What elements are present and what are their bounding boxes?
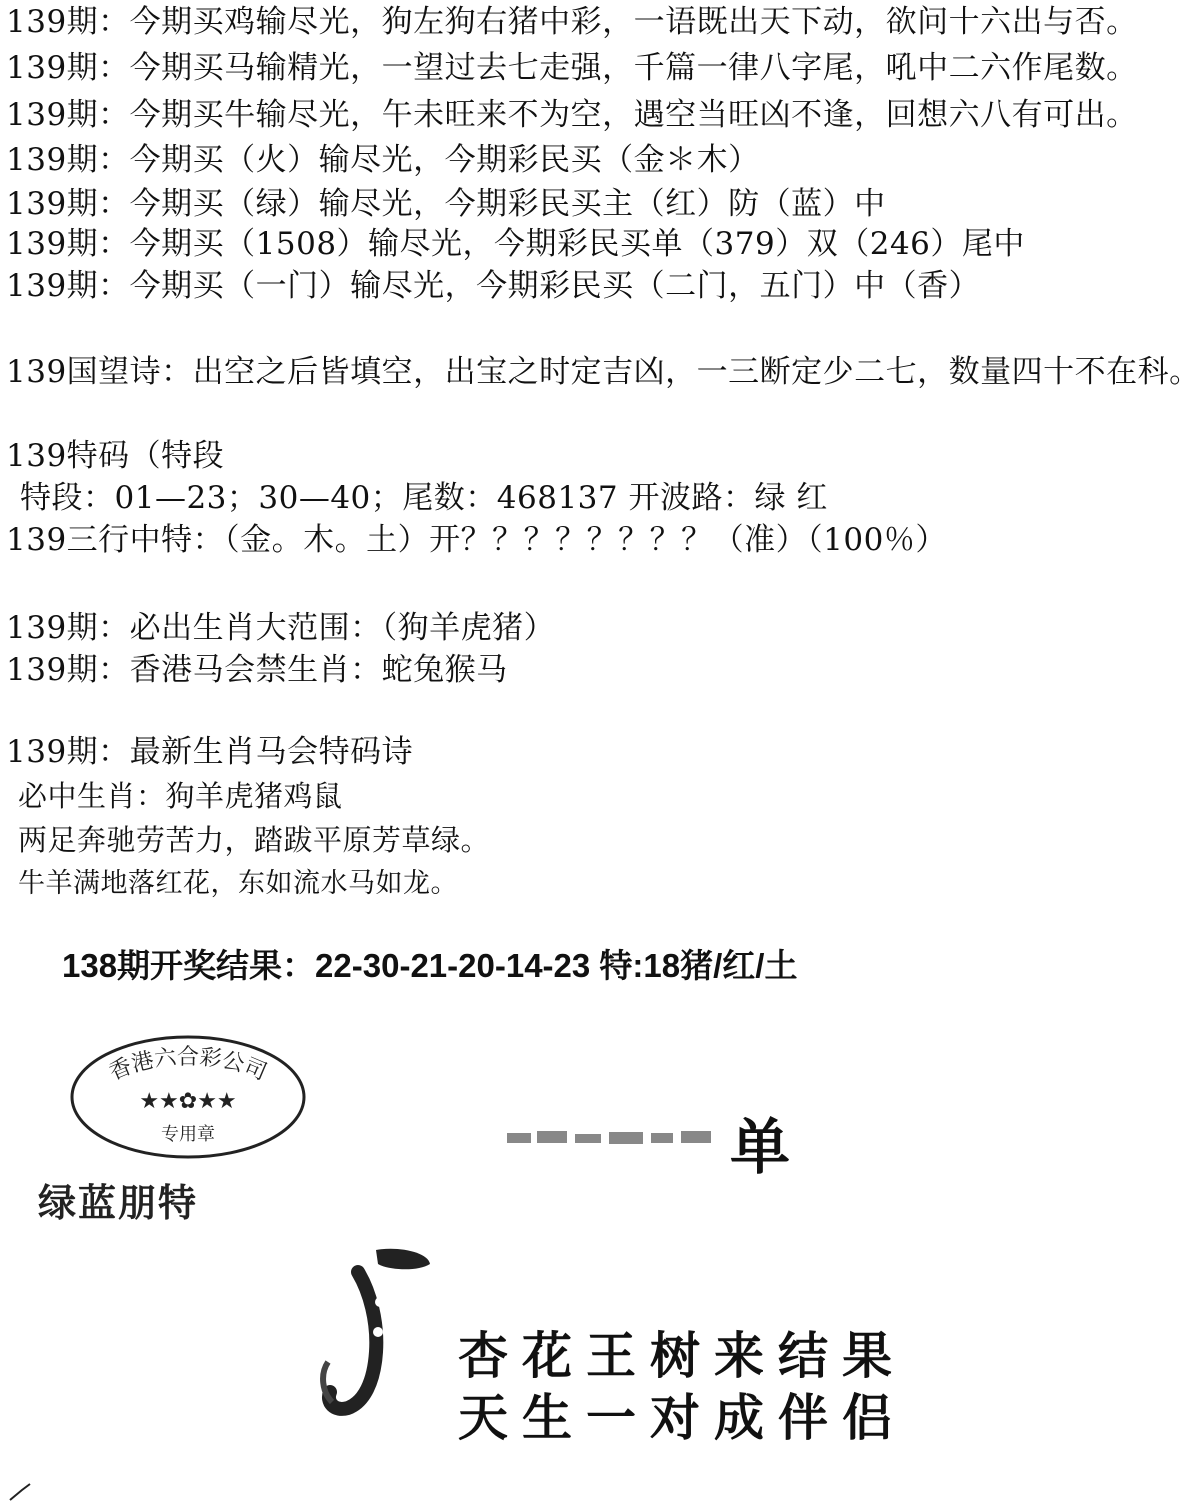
text-line-3: 139期：今期买牛输尽光，午未旺来不为空，遇空当旺凶不逢，回想六八有可出。 xyxy=(6,97,1138,133)
corner-mark xyxy=(8,1478,48,1502)
signature-smudge xyxy=(505,1125,725,1151)
stamp-label: 绿蓝朋特 xyxy=(38,1181,199,1225)
poem-verse-1: 两足奔驰劳苦力，踏跋平原芳草绿。 xyxy=(18,823,491,857)
poem-line: 139国望诗：出空之后皆填空，出宝之时定吉凶，一三断定少二七，数量四十不在科。 xyxy=(6,354,1201,390)
forbidden-zodiac-line: 139期：香港马会禁生肖：蛇兔猴马 xyxy=(6,652,508,688)
poem-title-line: 139期：最新生肖马会特码诗 xyxy=(6,734,414,770)
text-line-7: 139期：今期买（一门）输尽光，今期彩民买（二门，五门）中（香） xyxy=(6,268,981,304)
zodiac-range-line: 139期：必出生肖大范围：（狗羊虎猪） xyxy=(6,610,556,646)
poem-verse-2: 牛羊满地落红花，东如流水马如龙。 xyxy=(18,868,458,899)
draw-result: 138期开奖结果：22-30-21-20-14-23 特:18猪/红/土 xyxy=(62,947,798,984)
signature-char: 单 xyxy=(730,1113,790,1183)
must-zodiac-line: 必中生肖：狗羊虎猪鸡鼠 xyxy=(18,779,343,813)
seal-center-text: 专用章 xyxy=(161,1124,215,1145)
couplet-line-1: 杏花王树来结果 xyxy=(458,1327,906,1385)
seal-stamp xyxy=(68,1032,308,1162)
special-code-title: 139特码（特段 xyxy=(6,438,225,474)
couplet-line-2: 天生一对成伴侣 xyxy=(458,1389,906,1447)
svg-text:香港六合彩公司 xyxy=(106,1045,270,1086)
ornament-figure xyxy=(318,1242,438,1422)
seal-stars: ★★✿★★ xyxy=(139,1089,237,1114)
text-line-2: 139期：今期买马输精光，一望过去七走强，千篇一律八字尾，吼中二六作尾数。 xyxy=(6,50,1138,86)
special-range-line: 特段：01—23；30—40；尾数：468137 开波路：绿 红 xyxy=(20,480,828,516)
text-line-5: 139期：今期买（绿）输尽光，今期彩民买主（红）防（蓝）中 xyxy=(6,186,886,222)
text-line-6: 139期：今期买（1508）输尽光，今期彩民买单（379）双（246）尾中 xyxy=(6,226,1025,262)
seal-ring-text: 香港六合彩公司 xyxy=(105,1044,271,1086)
text-line-1: 139期：今期买鸡输尽光，狗左狗右猪中彩，一语既出天下动，欲问十六出与否。 xyxy=(6,4,1138,40)
three-elements-line: 139三行中特：（金。木。土）开？？？？？？？？（准）（100％） xyxy=(6,522,947,558)
text-line-4: 139期：今期买（火）输尽光，今期彩民买（金＊木） xyxy=(6,142,760,178)
